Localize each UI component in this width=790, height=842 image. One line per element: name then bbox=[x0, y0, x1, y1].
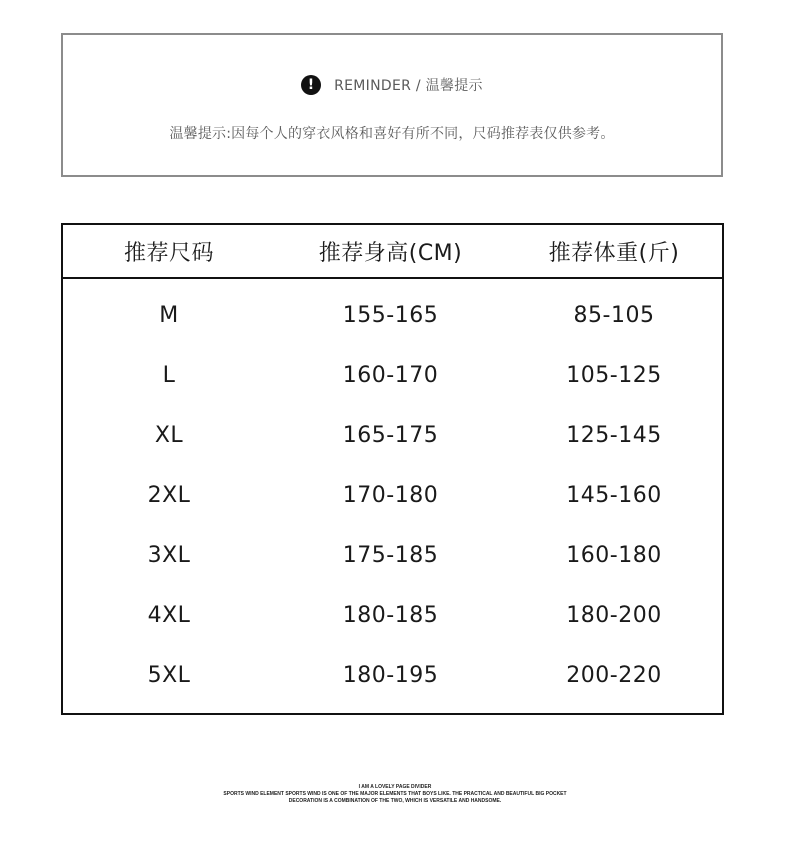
reminder-box bbox=[61, 33, 723, 177]
height-cell: 175-185 bbox=[342, 542, 439, 568]
table-row bbox=[63, 525, 722, 585]
footer-line: I AM A LOVELY PAGE DIVIDER bbox=[358, 784, 432, 790]
table-row bbox=[63, 585, 722, 645]
size-cell: 3XL bbox=[147, 542, 191, 568]
header-height: 推荐身高(CM) bbox=[318, 240, 463, 266]
size-cell: M bbox=[159, 302, 179, 328]
table-header-row bbox=[63, 225, 722, 279]
footer-line: DECORATION IS A COMBINATION OF THE TWO, WHICH IS VERSATILE AND HANDSOME. bbox=[288, 798, 502, 804]
height-cell: 170-180 bbox=[342, 482, 439, 508]
table-row bbox=[63, 465, 722, 525]
size-cell: 5XL bbox=[147, 662, 191, 688]
table-row bbox=[63, 285, 722, 345]
height-cell: 160-170 bbox=[342, 362, 439, 388]
size-cell: 2XL bbox=[147, 482, 191, 508]
height-cell: 155-165 bbox=[342, 302, 439, 328]
size-cell: L bbox=[162, 362, 176, 388]
height-cell: 165-175 bbox=[342, 422, 439, 448]
page-divider-footer bbox=[0, 784, 790, 805]
weight-cell: 105-125 bbox=[566, 362, 662, 388]
size-cell: 4XL bbox=[147, 602, 191, 628]
table-row bbox=[63, 345, 722, 405]
weight-cell: 85-105 bbox=[573, 302, 655, 328]
weight-cell: 180-200 bbox=[566, 602, 662, 628]
header-size: 推荐尺码 bbox=[123, 240, 214, 266]
exclamation-icon: ! bbox=[301, 75, 321, 95]
footer-line: SPORTS WIND ELEMENT SPORTS WIND IS ONE OF THE MAJOR ELEMENTS THAT BOYS LIKE. THE PRACTICAL AND BEAUTIFUL BIG POCKET bbox=[223, 791, 567, 797]
header-weight: 推荐体重(斤) bbox=[548, 240, 680, 266]
weight-cell: 125-145 bbox=[566, 422, 662, 448]
weight-cell: 160-180 bbox=[566, 542, 662, 568]
table-row bbox=[63, 405, 722, 465]
table-body bbox=[63, 279, 722, 705]
weight-cell: 200-220 bbox=[566, 662, 662, 688]
weight-cell: 145-160 bbox=[566, 482, 662, 508]
reminder-text: 温馨提示:因每个人的穿衣风格和喜好有所不同，尺码推荐表仅供参考。 bbox=[169, 126, 615, 142]
height-cell: 180-195 bbox=[342, 662, 439, 688]
reminder-title: REMINDER / 温馨提示 bbox=[334, 78, 483, 94]
reminder-title-row bbox=[63, 75, 721, 95]
size-cell: XL bbox=[154, 422, 184, 448]
height-cell: 180-185 bbox=[342, 602, 439, 628]
table-row bbox=[63, 645, 722, 705]
size-table bbox=[61, 223, 724, 715]
